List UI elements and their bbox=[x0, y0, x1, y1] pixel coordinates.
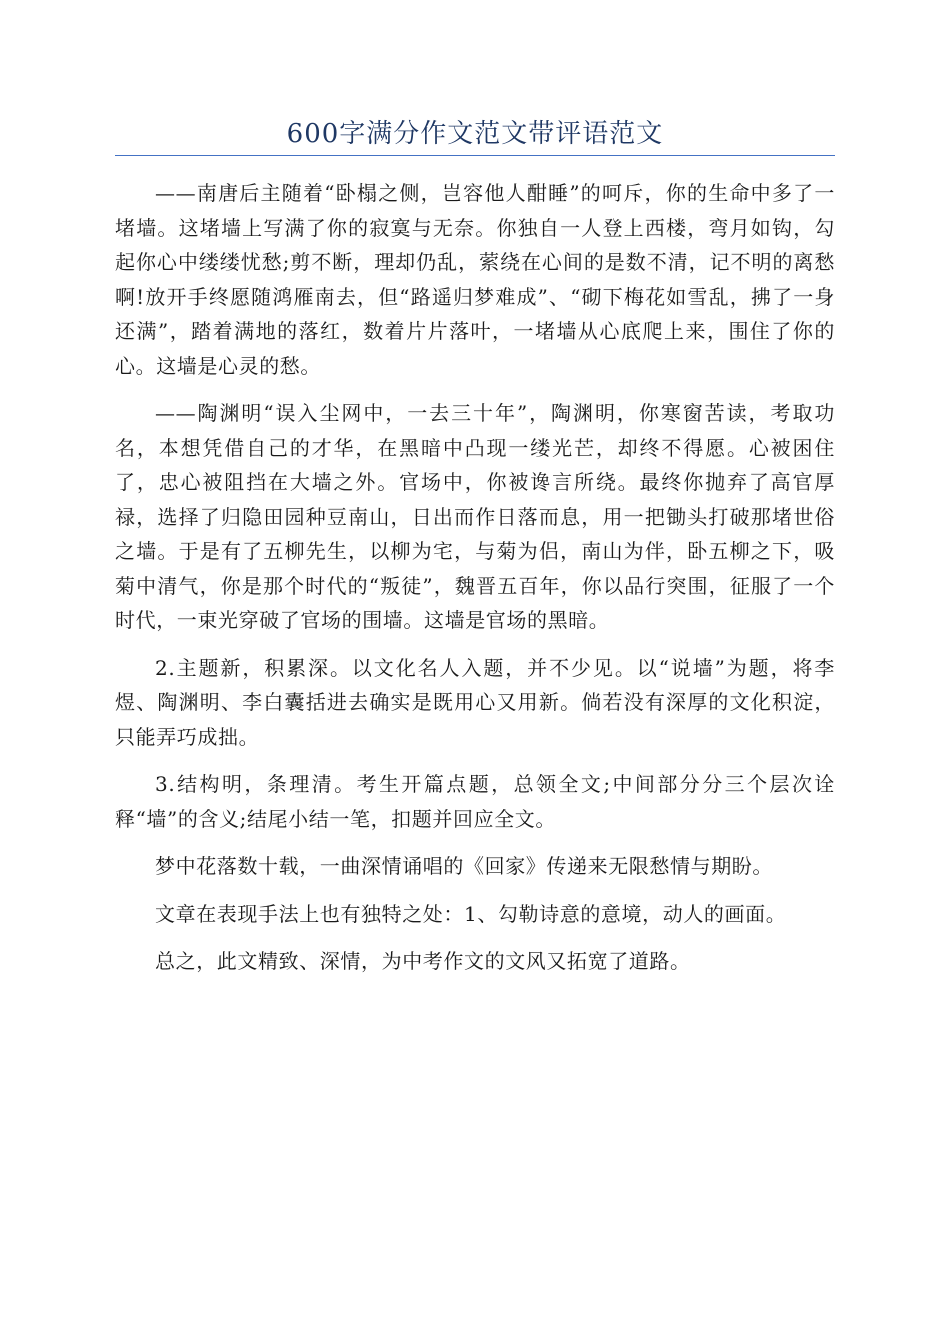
paragraph-li-yu: ——南唐后主随着“卧榻之侧，岂容他人酣睡”的呵斥，你的生命中多了一堵墙。这堵墙上写满了你的寂寞与无奈。你独自一人登上西楼，弯月如钩，勾起你心中缕缕忧愁;剪不断，理却仍乱，萦绕在心间的是数不清，记不明的离愁啊!放开手终愿随鸿雁南去，但“路遥归梦难成”、“砌下梅花如雪乱，拂了一身还满”，踏着满地的落红，数着片片落叶，一堵墙从心底爬上来，围住了你的心。这墙是心灵的愁。 bbox=[115, 181, 835, 378]
paragraph-tao-yuanming: ——陶渊明“误入尘网中，一去三十年”，陶渊明，你寒窗苦读，考取功名，本想凭借自己的才华，在黑暗中凸现一缕光芒，却终不得愿。心被困住了，忠心被阻挡在大墙之外。官场中，你被谗言所绕。最终你抛弃了高官厚禄，选择了归隐田园种豆南山，日出而作日落而息，用一把锄头打破那堵世俗之墙。于是有了五柳先生，以柳为宅，与菊为侣，南山为伴，卧五柳之下，吸菊中清气，你是那个时代的“叛徒”，魏晋五百年，你以品行突围，征服了一个时代，一束光穿破了官场的围墙。这墙是官场的黑暗。 bbox=[115, 401, 835, 632]
paragraph-conclusion: 总之，此文精致、深情，为中考作文的文风又拓宽了道路。 bbox=[155, 949, 691, 973]
paragraph-dream-flowers: 梦中花落数十载，一曲深情诵唱的《回家》传递来无限愁情与期盼。 bbox=[155, 854, 773, 878]
document-body bbox=[115, 176, 835, 992]
title-underline bbox=[115, 155, 835, 156]
paragraph-technique: 文章在表现手法上也有独特之处：1、勾勒诗意的意境，动人的画面。 bbox=[155, 901, 787, 926]
document-title: 600字满分作文范文带评语范文 bbox=[286, 119, 664, 149]
paragraph-comment-theme: 2.主题新，积累深。以文化名人入题，并不少见。以“说墙”为题，将李煜、陶渊明、李白囊括进去确实是既用心又用新。倘若没有深厚的文化积淀，只能弄巧成拙。 bbox=[115, 655, 835, 749]
paragraph-comment-structure: 3.结构明，条理清。考生开篇点题，总领全文;中间部分分三个层次诠释“墙”的含义;结尾小结一笔，扣题并回应全文。 bbox=[115, 772, 835, 831]
